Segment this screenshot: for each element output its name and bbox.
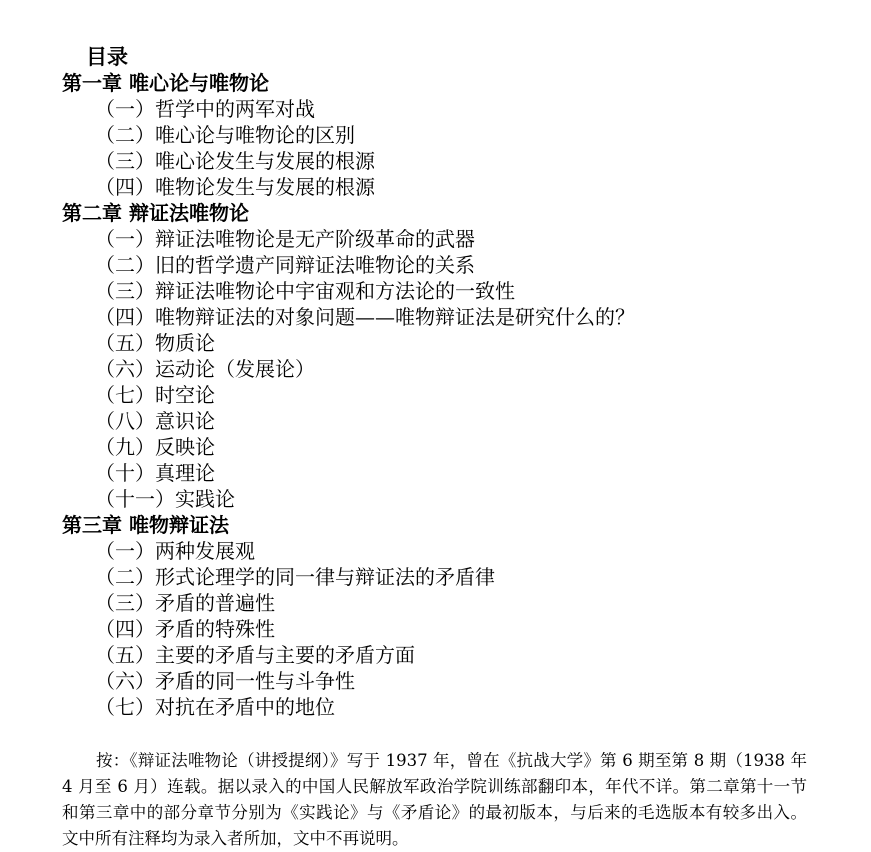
chapter-3	[62, 512, 842, 720]
section-item: （十）真理论	[95, 461, 215, 485]
section-item: （四）唯物论发生与发展的根源	[95, 175, 375, 199]
section-item: （六）矛盾的同一性与斗争性	[95, 669, 355, 693]
chapter-2	[62, 200, 842, 512]
section-item: （一）哲学中的两军对战	[95, 97, 315, 121]
section-item: （三）矛盾的普遍性	[95, 591, 275, 615]
section-item: （八）意识论	[95, 409, 215, 433]
section-item: （七）时空论	[95, 383, 215, 407]
section-item: （二）形式论理学的同一律与辩证法的矛盾律	[95, 565, 495, 589]
section-item: （四）唯物辩证法的对象问题——唯物辩证法是研究什么的？	[95, 305, 635, 329]
section-item: （六）运动论（发展论）	[95, 357, 315, 381]
section-item: （四）矛盾的特殊性	[95, 617, 275, 641]
chapter-title: 第二章 辩证法唯物论	[62, 201, 249, 225]
section-item: （五）主要的矛盾与主要的矛盾方面	[95, 643, 415, 667]
section-item: （七）对抗在矛盾中的地位	[95, 695, 335, 719]
section-item: （十一）实践论	[95, 487, 235, 511]
section-item: （三）辩证法唯物论中宇宙观和方法论的一致性	[95, 279, 515, 303]
chapter-title: 第一章 唯心论与唯物论	[62, 71, 269, 95]
table-of-contents	[62, 70, 842, 720]
editor-note: 按：《辩证法唯物论（讲授提纲）》写于 1937 年，曾在《抗战大学》第 6 期至第 8 期（1938 年 4 月至 6 月）连载。据以录入的中国人民解放军政治学院训练部翻印本，年代不详。第二章第十一节和第三章中的部分章节分别为《实践论》与《矛盾论》的最初版本，与后来的毛选版本有较多出入。 文中所有注释均为录入者所加，文中不再说明。	[62, 750, 807, 848]
section-item: （一）辩证法唯物论是无产阶级革命的武器	[95, 227, 475, 251]
section-item: （五）物质论	[95, 331, 215, 355]
section-item: （三）唯心论发生与发展的根源	[95, 149, 375, 173]
chapter-1	[62, 70, 842, 200]
toc-title: 目录	[86, 44, 128, 69]
section-item: （九）反映论	[95, 435, 215, 459]
section-item: （一）两种发展观	[95, 539, 255, 563]
section-item: （二）旧的哲学遗产同辩证法唯物论的关系	[95, 253, 475, 277]
section-item: （二）唯心论与唯物论的区别	[95, 123, 355, 147]
chapter-title: 第三章 唯物辩证法	[62, 513, 229, 537]
